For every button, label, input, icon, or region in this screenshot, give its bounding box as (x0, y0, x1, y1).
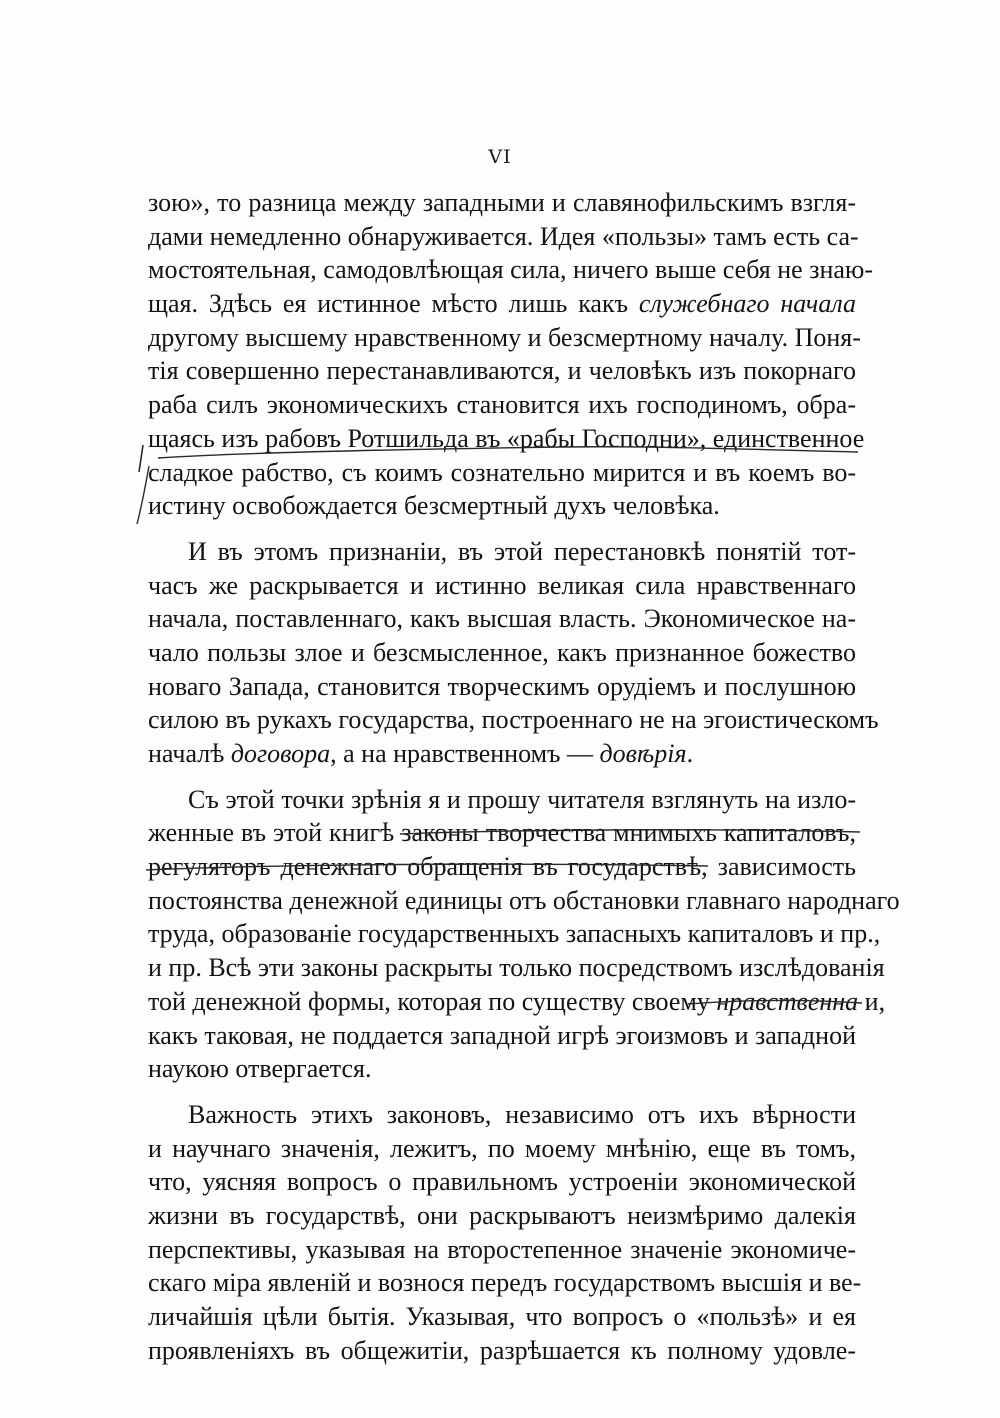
paragraph (148, 1098, 862, 1368)
text-run: . (686, 739, 694, 768)
text-run: проявленіяхъ въ общежитіи, разрѣшается къ полному удовле- (148, 1335, 856, 1365)
margin-mark (139, 445, 143, 472)
text-run: другому высшему нравственному и безсмертному началу. Поня- (148, 322, 861, 352)
text-run: какъ таковая, не поддается западной игрѣ эгоизмовъ и западной (148, 1020, 856, 1050)
text-line (148, 985, 886, 1019)
text-run: той денежной формы, которая по существу своему (148, 986, 717, 1016)
text-line (148, 569, 856, 603)
text-run: регуляторъ денежнаго обращенія въ государствѣ, зависимость (148, 852, 856, 882)
text-line (148, 602, 856, 636)
text-line (148, 489, 856, 523)
text-run: новаго Запада, становится творческимъ орудіемъ и послушною (148, 671, 856, 701)
page-number: VI (488, 146, 512, 168)
paragraph-gap (148, 1086, 856, 1098)
italic-text: довѣрія (599, 739, 687, 768)
paragraph (148, 186, 874, 523)
body-text (148, 186, 900, 1367)
text-line (148, 186, 856, 220)
text-run: раба силъ экономическихъ становится ихъ господиномъ, обра- (148, 390, 856, 420)
text-line (148, 816, 856, 850)
text-run: сладкое рабство, съ коимъ сознательно мирится и въ коемъ во- (148, 457, 856, 487)
text-run: И въ этомъ признаніи, въ этой перестановкѣ понятій тот- (188, 536, 856, 566)
text-line (148, 1132, 856, 1166)
text-run: мостоятельная, самодовлѣющая сила, ничего выше себя не знаю- (148, 255, 874, 285)
text-run: щая. Здѣсь ея истинное мѣсто лишь какъ (148, 289, 639, 319)
text-run: Важность этихъ законовъ, независимо отъ ихъ вѣрности (188, 1099, 856, 1129)
text-run: дами немедленно обнаруживается. Идея «пользы» тамъ есть са- (148, 221, 859, 251)
text-line (148, 535, 856, 569)
text-line (148, 1098, 856, 1132)
text-run: начала, поставленнаго, какъ высшая власть. Экономическое на- (148, 604, 856, 634)
text-run: что, уясняя вопросъ о правильномъ устроеніи экономической (148, 1167, 856, 1197)
text-run: , а на нравственномъ — (330, 739, 600, 768)
text-line (148, 917, 881, 951)
italic-text: договора (230, 739, 331, 768)
text-line (148, 1165, 856, 1199)
text-line (148, 388, 856, 422)
text-line (148, 737, 856, 771)
text-line (148, 422, 865, 456)
text-line (148, 1233, 856, 1267)
text-run: скаго міра явленій и вознося передъ государствомъ высшія и ве- (148, 1268, 862, 1298)
text-run: и научнаго значенія, лежитъ, по моему мнѣнію, еще въ томъ, (148, 1133, 856, 1163)
text-line (148, 1019, 856, 1053)
text-line (148, 850, 856, 884)
paragraph (148, 535, 879, 771)
text-run: перспективы, указывая на второстепенное значеніе экономиче- (148, 1234, 856, 1264)
paragraph (148, 783, 900, 1086)
text-line (148, 1199, 856, 1233)
text-run: Съ этой точки зрѣнія я и прошу читателя взглянуть на изло- (188, 784, 856, 814)
text-run: личайшія цѣли бытія. Указывая, что вопросъ о «пользѣ» и ея (148, 1302, 856, 1331)
text-line (148, 1266, 862, 1300)
text-run: щаясь изъ рабовъ Ротшильда въ «рабы Господни», единственное (148, 423, 865, 453)
text-run: часъ же раскрывается и истинно великая сила нравственнаго (148, 570, 856, 600)
paragraph-gap (148, 523, 856, 535)
italic-text: нравственна (716, 986, 859, 1016)
text-run: жизни въ государствѣ, они раскрываютъ неизмѣримо далекія (148, 1200, 856, 1230)
text-line (148, 670, 856, 704)
paragraph-gap (148, 771, 856, 783)
text-run: и, (858, 986, 886, 1016)
text-line (148, 321, 861, 355)
text-run: чало пользы злое и безсмысленное, какъ признанное божество (148, 637, 856, 667)
text-line (148, 703, 879, 737)
text-line (148, 783, 856, 817)
text-run: труда, образованіе государственныхъ запасныхъ капиталовъ и пр., (148, 919, 881, 949)
text-run: истину освобождается безсмертный духъ человѣка. (148, 491, 720, 521)
text-run: женные въ этой книгѣ законы творчества мнимыхъ капиталовъ, (148, 818, 856, 848)
text-line (148, 636, 856, 670)
italic-text: служебнаго начала (638, 289, 856, 319)
text-line (148, 1334, 856, 1368)
text-run: силою въ рукахъ государства, построеннаго не на эгоистическомъ (148, 705, 879, 735)
text-line (148, 951, 885, 985)
text-line (148, 1052, 856, 1086)
text-line (148, 354, 856, 388)
text-line (148, 287, 856, 321)
text-line (148, 253, 874, 287)
text-line (148, 1300, 856, 1334)
text-line (148, 220, 859, 254)
text-run: началѣ (148, 739, 231, 768)
text-line (148, 884, 900, 918)
text-run: наукою отвергается. (148, 1054, 372, 1084)
text-run: тія совершенно перестанавливаются, и человѣкъ изъ покорнаго (148, 356, 856, 386)
text-run: зою», то разница между западными и славянофильскимъ взгля- (148, 188, 856, 217)
text-run: постоянства денежной единицы отъ обстановки главнаго народнаго (148, 885, 900, 915)
text-run: и пр. Всѣ эти законы раскрыты только посредствомъ изслѣдованія (148, 953, 885, 983)
text-line (148, 456, 856, 490)
